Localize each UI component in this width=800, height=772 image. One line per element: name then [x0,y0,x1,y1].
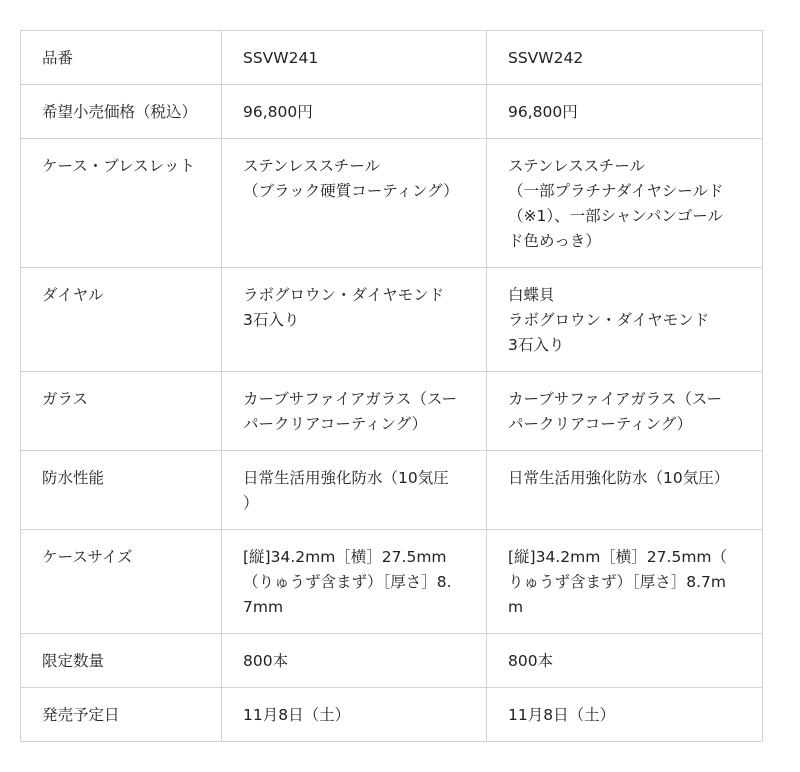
row-label: 防水性能 [42,469,105,487]
ssvw241-cell [222,688,487,742]
spec-table-body [21,31,763,742]
row-label: ガラス [42,390,89,408]
row-label-cell [21,372,222,451]
cell-line: 7mm [243,598,284,616]
cell-line: 96,800円 [508,103,578,121]
row-label-cell [21,451,222,530]
ssvw242-cell [487,688,763,742]
cell-line: [縦]34.2mm［横］27.5mm [243,548,447,566]
table-row [21,451,763,530]
cell-line: ラボグロウン・ダイヤモンド [243,286,445,304]
row-label: ダイヤル [42,286,104,304]
table-row [21,530,763,634]
ssvw242-cell [487,451,763,530]
cell-line: 11月8日（土） [508,706,616,724]
cell-line: SSVW242 [508,49,584,67]
cell-line: [縦]34.2mm［横］27.5mm（ [508,548,728,566]
cell-line: 日常生活用強化防水（10気圧 [243,469,449,487]
ssvw241-cell [222,31,487,85]
cell-line: ド色めっき） [508,232,601,250]
cell-line: りゅうず含まず）［厚さ］8.7m [508,573,726,591]
ssvw242-cell [487,268,763,372]
table-row [21,372,763,451]
ssvw242-cell [487,85,763,139]
ssvw241-cell [222,451,487,530]
cell-line: m [508,598,524,616]
cell-line: カーブサファイアガラス（スー [508,390,723,408]
row-label: 限定数量 [42,652,105,670]
table-row [21,31,763,85]
row-label-cell [21,634,222,688]
ssvw242-cell [487,139,763,268]
ssvw241-cell [222,268,487,372]
cell-line: ） [243,494,259,512]
row-label: ケースサイズ [42,548,133,566]
row-label-cell [21,85,222,139]
row-label-cell [21,530,222,634]
row-label: 品番 [42,49,74,67]
table-row [21,139,763,268]
row-label-cell [21,139,222,268]
table-row [21,268,763,372]
cell-line: パークリアコーティング） [243,415,428,433]
cell-line: 800本 [243,652,289,670]
ssvw242-cell [487,31,763,85]
cell-line: パークリアコーティング） [508,415,693,433]
row-label: ケース・ブレスレット [42,157,195,175]
table-row [21,634,763,688]
ssvw241-cell [222,372,487,451]
ssvw242-cell [487,372,763,451]
ssvw242-cell [487,530,763,634]
ssvw241-cell [222,85,487,139]
table-row [21,85,763,139]
cell-line: 11月8日（土） [243,706,351,724]
cell-line: 3石入り [508,336,565,354]
cell-line: 800本 [508,652,554,670]
cell-line: ラボグロウン・ダイヤモンド [508,311,710,329]
row-label-cell [21,688,222,742]
row-label-cell [21,31,222,85]
cell-line: （※1）、一部シャンパンゴール [508,207,723,225]
ssvw241-cell [222,634,487,688]
row-label: 希望小売価格（税込） [42,103,198,121]
ssvw241-cell [222,139,487,268]
table-row [21,688,763,742]
cell-line: 白蝶貝 [508,286,555,304]
row-label-cell [21,268,222,372]
cell-line: （りゅうず含まず）［厚さ］8. [243,573,452,591]
cell-line: カーブサファイアガラス（スー [243,390,458,408]
cell-line: ステンレススチール [243,157,380,175]
spec-table [20,30,763,742]
ssvw241-cell [222,530,487,634]
cell-line: 日常生活用強化防水（10気圧） [508,469,730,487]
cell-line: 96,800円 [243,103,313,121]
ssvw242-cell [487,634,763,688]
row-label: 発売予定日 [42,706,120,724]
cell-line: （一部プラチナダイヤシールド [508,182,724,200]
cell-line: SSVW241 [243,49,319,67]
cell-line: 3石入り [243,311,300,329]
cell-line: ステンレススチール [508,157,645,175]
cell-line: （ブラック硬質コーティング） [243,182,459,200]
